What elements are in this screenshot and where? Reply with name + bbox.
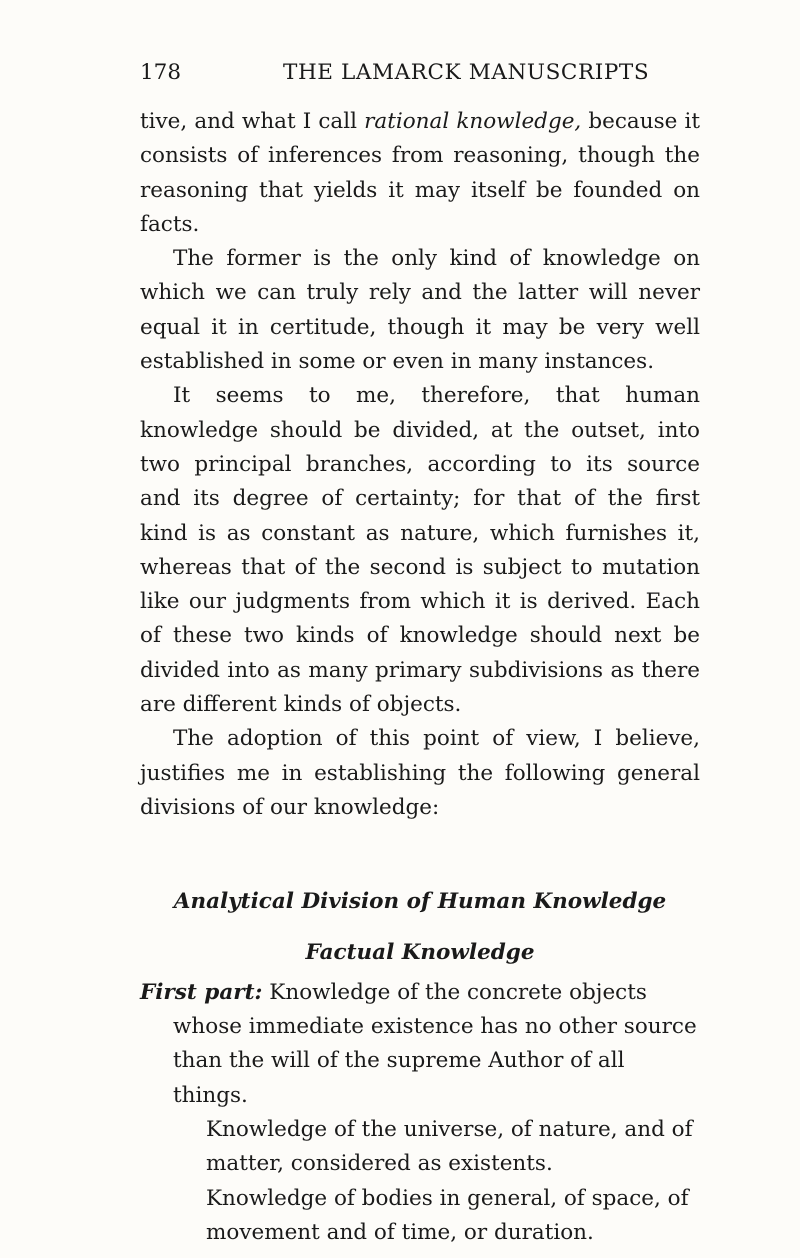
paragraph-1-emphasis: rational knowledge,: [364, 109, 582, 134]
first-part-item-2: Knowledge of bodies in general, of space, of movement and of time, or duration.: [206, 1185, 689, 1245]
paragraph-2: The former is the only kind of knowledge on which we can truly rely and the latter will never equal it in certitude, though it may be very well established in some or even in many instances.: [140, 246, 700, 375]
subsection-heading: Factual Knowledge: [305, 939, 535, 965]
first-part-item-1: Knowledge of the universe, of nature, and of matter, considered as existents.: [206, 1117, 693, 1177]
running-title: THE LAMARCK MANUSCRIPTS: [283, 60, 650, 85]
page-number: 178: [140, 60, 182, 85]
first-part-label: First part:: [140, 979, 263, 1005]
paragraph-3: It seems to me, therefore, that human knowledge should be divided, at the outset, into two principal branches, according to its source and its degree of certainty; for that of the first kind is as constant as nature, which furnishes it, whereas that of the second is subject to mutation like our judgments from which it is derived. Each of these two kinds of knowledge should next be divided into as many primary subdivisions as there are different kinds of objects.: [140, 383, 700, 718]
first-part-entry: [140, 976, 700, 1113]
first-part-text: Knowledge of the concrete objects whose immediate existence has no other source than the will of the supreme Author of all things.: [173, 979, 697, 1108]
paragraph-1: [140, 105, 700, 242]
paragraph-4: The adoption of this point of view, I believe, justifies me in establishing the following general divisions of our knowledge:: [140, 726, 700, 820]
section-heading: Analytical Division of Human Knowledge: [173, 889, 667, 915]
paragraph-1-after: because it consists of inferences from reasoning, though the reasoning that yields it may itself be founded on facts.: [140, 109, 700, 237]
page-body: [140, 105, 700, 1250]
running-header: [140, 60, 700, 100]
paragraph-1-before: tive, and what I call: [140, 109, 365, 134]
